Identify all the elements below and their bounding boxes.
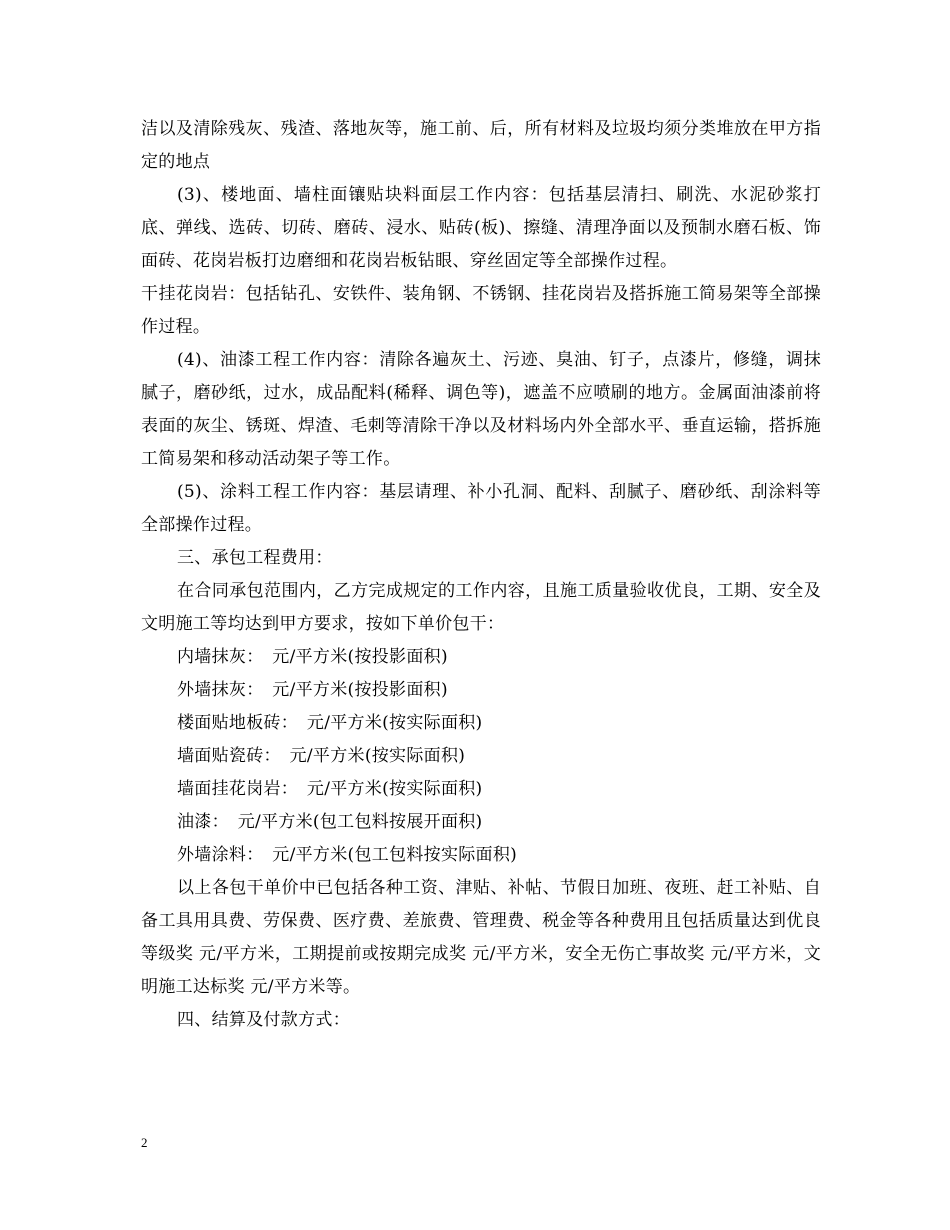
price-item-wall-tiles: 墙面贴瓷砖： 元/平方米(按实际面积): [177, 746, 466, 766]
paragraph-tiling-work: (3)、楼地面、墙柱面镶贴块料面层工作内容：包括基层清扫、刷洗、水泥砂浆打底、弹线、选砖、切砖、磨砖、浸水、贴砖(板)、擦缝、清理净面以及预制水磨石板、饰面砖、花岗岩板打边磨细和花岗岩板钻眼、穿丝固定等全部操作过程。: [141, 185, 821, 271]
price-item-floor-tiles: 楼面贴地板砖： 元/平方米(按实际面积): [177, 713, 483, 733]
paragraph-dry-hang-granite: 干挂花岗岩：包括钻孔、安铁件、装角钢、不锈钢、挂花岗岩及搭拆施工简易架等全部操作过程。: [141, 284, 821, 337]
price-item-paint: 油漆： 元/平方米(包工包料按展开面积): [177, 812, 483, 832]
paragraph-contract-scope: 在合同承包范围内，乙方完成规定的工作内容，且施工质量验收优良，工期、安全及文明施工等均达到甲方要求，按如下单价包干：: [141, 581, 821, 634]
section-heading-contract-cost: 三、承包工程费用：: [177, 548, 333, 568]
paragraph-coating-work: (5)、涂料工程工作内容：基层请理、补小孔洞、配料、刮腻子、磨砂纸、刮涂料等全部操作过程。: [141, 482, 821, 535]
page-number: 2: [141, 1135, 148, 1150]
paragraph-price-inclusions: 以上各包干单价中已包括各种工资、津贴、补帖、节假日加班、夜班、赶工补贴、自备工具用具费、劳保费、医疗费、差旅费、管理费、税金等各种费用且包括质量达到优良等级奖 元/平方米，工期提前或按期完成奖 元/平方米，安全无伤亡事故奖 元/平方米，文明施工达标奖 元/平方米等。: [141, 878, 821, 997]
paragraph-cleanup-continuation: 洁以及清除残灰、残渣、落地灰等，施工前、后，所有材料及垃圾均须分类堆放在甲方指定的地点: [141, 119, 821, 172]
price-item-exterior-coating: 外墙涂料： 元/平方米(包工包料按实际面积): [177, 845, 518, 865]
section-heading-settlement: 四、结算及付款方式：: [177, 1010, 350, 1030]
paragraph-painting-work: (4)、油漆工程工作内容：清除各遍灰土、污迹、臭油、钉子，点漆片，修缝，调抹腻子，磨砂纸，过水，成品配料(稀释、调色等)，遮盖不应喷刷的地方。金属面油漆前将表面的灰尘、锈斑、焊渣、毛刺等清除干净以及材料场内外全部水平、垂直运输，搭拆施工简易架和移动活动架子等工作。: [141, 350, 821, 469]
document-body: [141, 113, 821, 1037]
price-item-interior-plaster: 内墙抹灰： 元/平方米(按投影面积): [177, 647, 448, 667]
price-item-exterior-plaster: 外墙抹灰： 元/平方米(按投影面积): [177, 680, 448, 700]
price-item-wall-granite: 墙面挂花岗岩： 元/平方米(按实际面积): [177, 779, 483, 799]
